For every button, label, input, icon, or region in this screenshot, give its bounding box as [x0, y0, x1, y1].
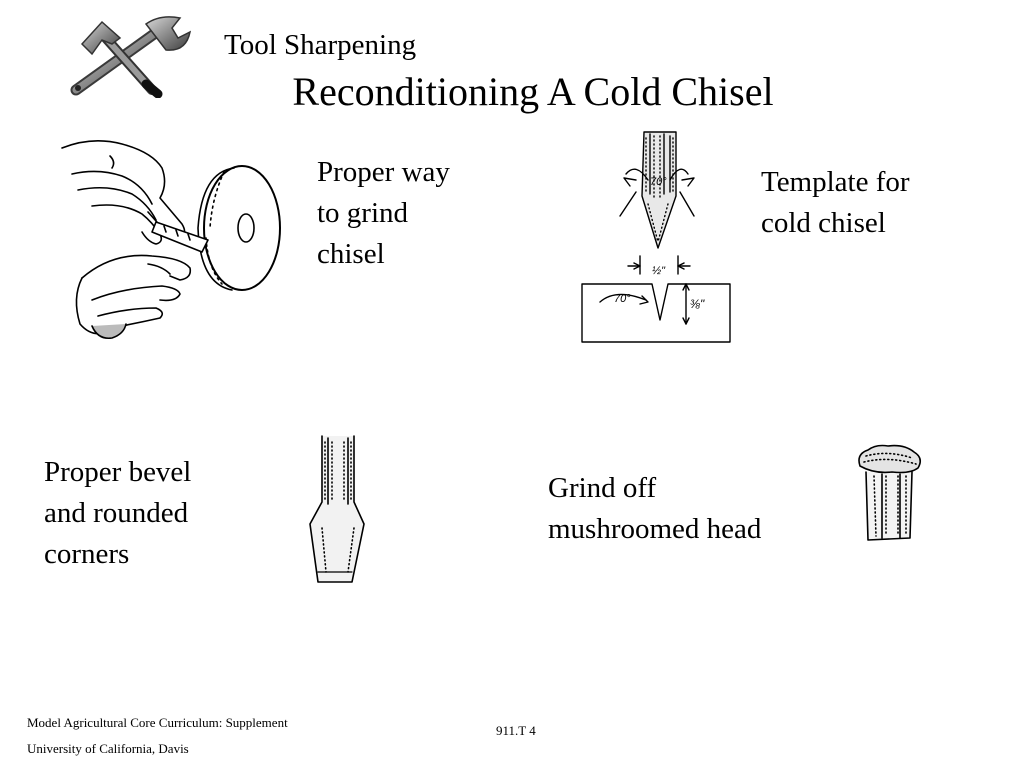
- caption-line: corners: [44, 538, 130, 570]
- caption-line: mushroomed head: [548, 513, 762, 545]
- cold-chisel-template-illustration: [576, 124, 740, 352]
- caption-grind-chisel: [317, 152, 497, 275]
- tip-angle-label: 70°: [650, 176, 667, 188]
- caption-proper-bevel: [44, 452, 244, 575]
- footer-university: University of California, Davis: [27, 741, 189, 756]
- caption-line: and rounded: [44, 497, 189, 529]
- caption-line: Grind off: [548, 472, 657, 504]
- mushroomed-head-illustration: [852, 440, 928, 544]
- hands-grinding-chisel-illustration: [52, 128, 288, 348]
- slide-number: 911.T 4: [496, 723, 536, 738]
- caption-line: cold chisel: [761, 207, 886, 239]
- footer-curriculum: Model Agricultural Core Curriculum: Supplement: [27, 715, 288, 730]
- slot-width-label: ½": [652, 265, 666, 277]
- caption-line: chisel: [317, 238, 385, 270]
- slot-depth-label: ⅜": [690, 297, 705, 311]
- caption-line: to grind: [317, 197, 409, 229]
- caption-mushroomed-head: [548, 468, 828, 550]
- caption-line: Proper bevel: [44, 456, 192, 488]
- slot-angle-label: 70°: [614, 293, 631, 305]
- caption-line: Proper way: [317, 156, 450, 188]
- caption-line: Template for: [761, 166, 910, 198]
- course-subject: Tool Sharpening: [224, 29, 417, 61]
- beveled-chisel-illustration: [300, 432, 380, 588]
- slide-title: Reconditioning A Cold Chisel: [292, 69, 774, 114]
- caption-template: [761, 162, 961, 244]
